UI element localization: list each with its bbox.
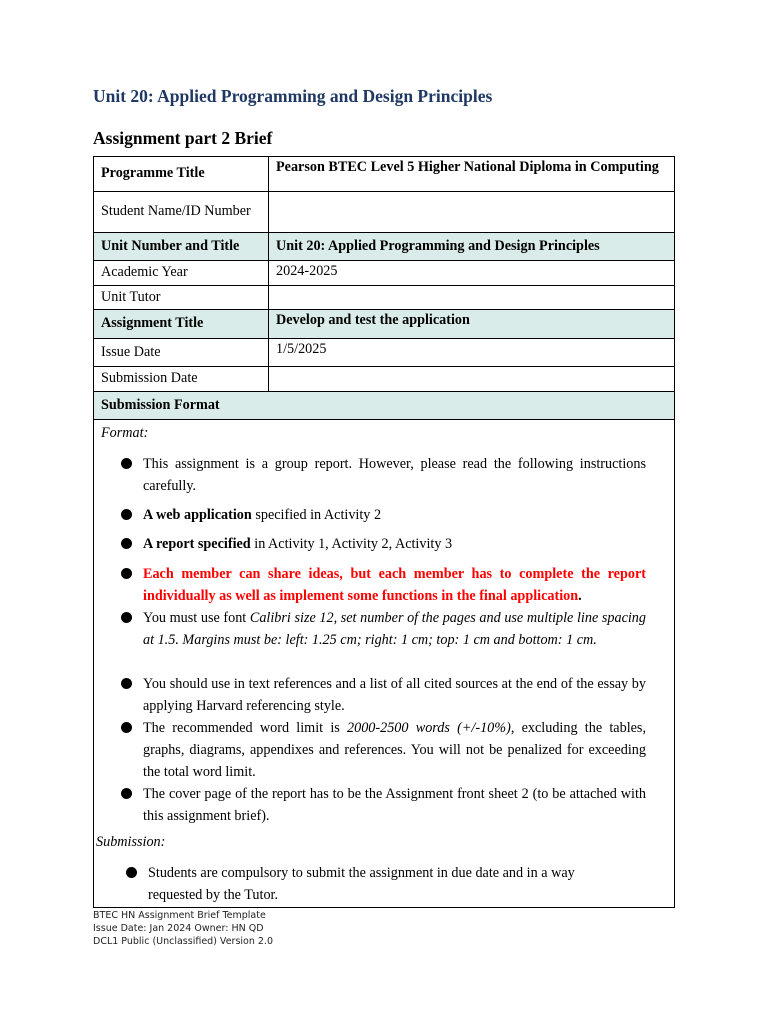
- page-footer: [93, 909, 273, 948]
- table-row: [94, 192, 675, 233]
- bullet-text: [143, 717, 646, 783]
- bullet-icon: [121, 612, 132, 623]
- bullet-text-rest: , excluding the tables, graphs, diagrams, appendixes and references. You will not be penalized for exceeding the total word limit.: [143, 720, 646, 780]
- list-item: [126, 862, 616, 906]
- bullet-text-pre: You must use font: [143, 610, 250, 626]
- bullet-text: [143, 533, 646, 555]
- unit-tutor-label: Unit Tutor: [94, 286, 269, 310]
- web-application-term: A web application: [143, 507, 252, 523]
- list-item: [121, 673, 646, 717]
- list-item: [121, 504, 646, 526]
- unit-heading: Unit 20: Applied Programming and Design Principles: [93, 86, 493, 106]
- footer-classification: DCL1 Public (Unclassified) Version 2.0: [93, 936, 273, 947]
- bullet-icon: [121, 678, 132, 689]
- submission-format-box: [93, 418, 675, 908]
- bullet-text: The cover page of the report has to be the Assignment front sheet 2 (to be attached with this assignment brief).: [143, 786, 646, 824]
- list-item: [121, 533, 646, 555]
- footer-issue-date: Issue Date: Jan 2024 Owner: HN QD: [93, 923, 264, 934]
- bullet-icon: [121, 509, 132, 520]
- bullet-text-rest: in Activity 1, Activity 2, Activity 3: [250, 536, 453, 552]
- unit-number-title-label: Unit Number and Title: [94, 233, 269, 261]
- unit-number-title-value: Unit 20: Applied Programming and Design Principles: [269, 233, 675, 261]
- assignment-title-value: Develop and test the application: [269, 310, 675, 339]
- bullet-text: Students are compulsory to submit the assignment in due date and in a way requested by the Tutor.: [148, 865, 575, 903]
- issue-date-label: Issue Date: [94, 339, 269, 367]
- programme-title-value: Pearson BTEC Level 5 Higher National Diploma in Computing: [269, 157, 675, 192]
- academic-year-value: 2024-2025: [269, 261, 675, 286]
- table-row: [94, 310, 675, 339]
- student-name-value: [269, 192, 675, 233]
- submission-date-value: [269, 367, 675, 392]
- bullet-text: This assignment is a group report. However, please read the following instructions carefully.: [143, 456, 646, 494]
- bullet-icon: [121, 722, 132, 733]
- academic-year-label: Academic Year: [94, 261, 269, 286]
- submission-label: Submission:: [96, 834, 166, 850]
- bullet-icon: [121, 568, 132, 579]
- formatting-requirements: Calibri size 12, set number of the pages and use multiple line spacing at 1.5. Margins must be: left: 1.25 cm; right: 1 cm; top: 1 cm and bottom: 1 cm.: [143, 610, 646, 648]
- bullet-text-pre: The recommended word limit is: [143, 720, 348, 736]
- list-item: [121, 783, 646, 827]
- assignment-brief-heading: Assignment part 2 Brief: [93, 128, 273, 148]
- bullet-text-rest: specified in Activity 2: [251, 507, 382, 523]
- word-limit: 2000-2500 words (+/-10%): [347, 720, 511, 736]
- list-item: [121, 453, 646, 497]
- bullet-icon: [121, 788, 132, 799]
- table-row: [94, 286, 675, 310]
- table-row: [94, 392, 675, 420]
- submission-format-header: Submission Format: [94, 392, 675, 420]
- format-label: Format:: [101, 425, 149, 441]
- bullet-icon: [121, 538, 132, 549]
- footer-template-name: BTEC HN Assignment Brief Template: [93, 910, 266, 921]
- table-row: [94, 261, 675, 286]
- table-row: [94, 367, 675, 392]
- issue-date-value: 1/5/2025: [269, 339, 675, 367]
- bullet-icon: [126, 867, 137, 878]
- report-specified-term: A report specified: [143, 536, 251, 552]
- table-row: [94, 233, 675, 261]
- bullet-icon: [121, 458, 132, 469]
- list-item: [121, 717, 646, 783]
- assignment-title-label: Assignment Title: [94, 310, 269, 339]
- table-row: [94, 339, 675, 367]
- bullet-text-rest: .: [578, 588, 582, 604]
- list-item: [121, 563, 646, 607]
- unit-tutor-value: [269, 286, 675, 310]
- bullet-text: [143, 607, 646, 651]
- bullet-text: [143, 504, 646, 526]
- student-name-label: Student Name/ID Number: [94, 192, 269, 233]
- bullet-text: You should use in text references and a list of all cited sources at the end of the essay by applying Harvard referencing style.: [143, 676, 646, 714]
- programme-title-label: Programme Title: [94, 157, 269, 192]
- list-item: [121, 607, 646, 651]
- submission-date-label: Submission Date: [94, 367, 269, 392]
- bullet-text: [143, 563, 646, 607]
- table-row: [94, 157, 675, 192]
- individual-work-warning: Each member can share ideas, but each member has to complete the report individually as well as implement some functions in the final application: [143, 566, 646, 604]
- assignment-info-table: [93, 156, 675, 420]
